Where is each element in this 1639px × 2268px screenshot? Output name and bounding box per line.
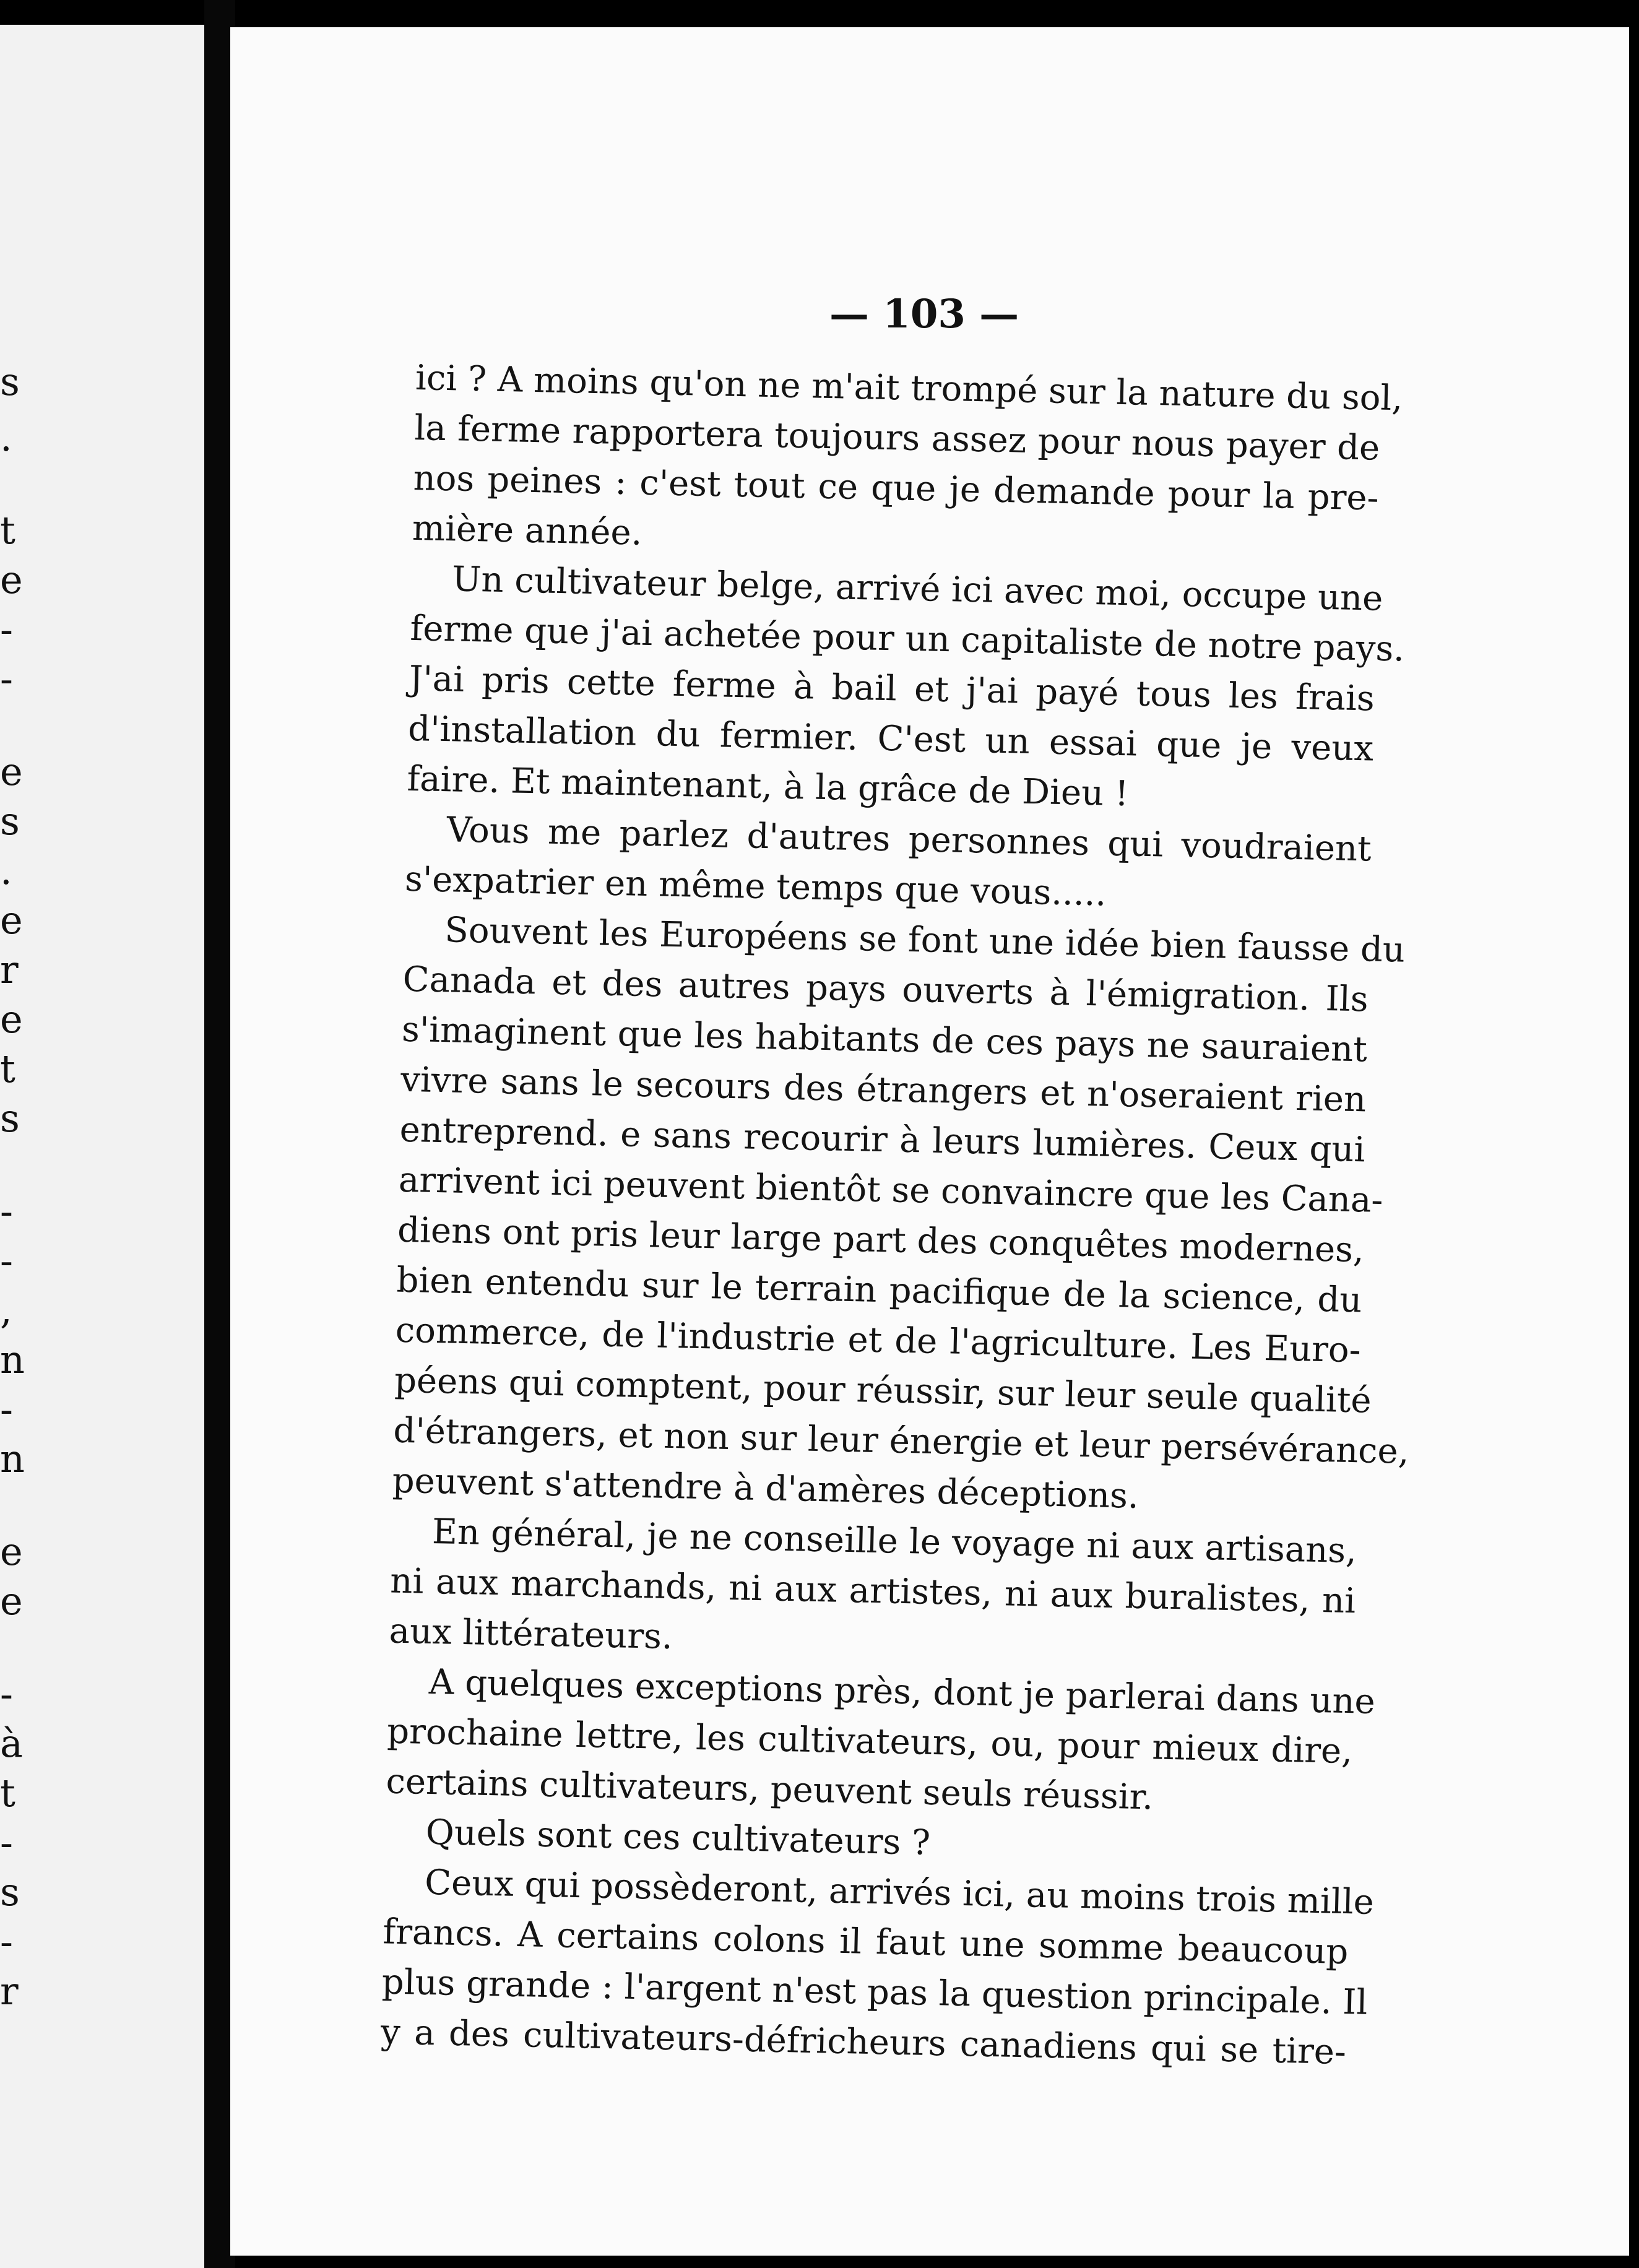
paragraph (380, 1856, 1375, 2077)
margin-char: - (0, 1188, 13, 1234)
margin-char: - (0, 1387, 13, 1432)
margin-char: e (0, 898, 23, 943)
margin-char: - (0, 1671, 13, 1716)
margin-char: . (0, 415, 12, 460)
margin-char: r (0, 1968, 19, 2014)
margin-char: n (0, 1436, 25, 1481)
text-line: J'ai pris cette ferme à bail et j'ai payé tous les frais (409, 658, 1375, 719)
text-line: d'étrangers, et non sur leur énergie et leur persévérance, (392, 1410, 1410, 1472)
margin-char: - (0, 656, 13, 701)
margin-char: - (0, 1820, 13, 1865)
text-line: la ferme rapportera toujours assez pour nous payer de (413, 407, 1380, 469)
text-line: ici ? A moins qu'on ne m'ait trompé sur la nature du sol, (415, 357, 1403, 419)
text-line: arrivent ici peuvent bientôt se convaincre que les Cana- (398, 1159, 1383, 1221)
body-text (380, 353, 1410, 2077)
paragraph (385, 1656, 1376, 1827)
margin-char: s (0, 1096, 20, 1141)
margin-char: e (0, 1578, 23, 1624)
margin-char: e (0, 997, 23, 1042)
margin-char: t (0, 1046, 15, 1091)
text-line: certains cultivateurs, peuvent seuls réussir. (385, 1761, 1154, 1818)
text-line: ni aux marchands, ni aux artistes, ni aux buralistes, ni (389, 1560, 1356, 1622)
text-line: commerce, de l'industrie et de l'agriculture. Les Euro- (395, 1310, 1362, 1371)
text-line: s'imaginent que les habitants de ces pays ne sauraient (401, 1009, 1368, 1070)
paragraph (404, 804, 1372, 925)
text-line: mière année. (412, 508, 643, 553)
text-line: Ceux qui possèderont, arrivés ici, au moins trois mille (424, 1862, 1375, 1923)
text-line: bien entendu sur le terrain pacifique de la science, du (396, 1260, 1362, 1321)
paragraph (392, 904, 1410, 1526)
margin-char: - (0, 1919, 13, 1964)
margin-char: s (0, 799, 20, 844)
text-line: s'expatrier en même temps que vous..... (404, 859, 1107, 914)
text-line: nos peines : c'est tout ce que je demande pour la pre- (413, 457, 1380, 519)
text-line: aux littérateurs. (389, 1611, 673, 1658)
text-line: ferme que j'ai achetée pour un capitaliste de notre pays. (409, 608, 1405, 670)
left-page-edge (0, 25, 204, 2268)
margin-char: e (0, 557, 23, 602)
margin-char: t (0, 1770, 15, 1816)
paragraph (406, 553, 1405, 825)
margin-char: t (0, 508, 15, 553)
margin-char: . (0, 848, 12, 893)
text-line: entreprend. e sans recourir à leurs lumières. Ceux qui (399, 1109, 1366, 1171)
margin-char: , (0, 1288, 12, 1333)
text-line: peuvent s'attendre à d'amères déceptions. (392, 1460, 1140, 1517)
margin-char: n (0, 1337, 25, 1382)
text-line: Canada et des autres pays ouverts à l'émigration. Ils (402, 959, 1369, 1020)
text-line: En général, je ne conseille le voyage ni aux artisans, (431, 1511, 1357, 1572)
text-line: diens ont pris leur large part des conquêtes modernes, (397, 1210, 1365, 1271)
page-number: — 103 — (829, 291, 1019, 337)
margin-char: s (0, 1869, 20, 1915)
text-line: y a des cultivateurs-défricheurs canadiens qui se tire- (380, 2012, 1347, 2073)
margin-char: à (0, 1721, 23, 1766)
text-line: Un cultivateur belge, arrivé ici avec moi, occupe une (451, 559, 1383, 619)
left-page-margin-text (0, 25, 25, 2268)
text-line: plus grande : l'argent n'est pas la question principale. Il (381, 1962, 1369, 2023)
text-line: Souvent les Européens se font une idée bien fausse du (444, 910, 1406, 971)
paragraph (412, 353, 1403, 574)
text-line: faire. Et maintenant, à la grâce de Dieu ! (406, 758, 1130, 815)
margin-char: e (0, 1529, 23, 1574)
text-line: vivre sans le secours des étrangers et n'oseraient rien (400, 1059, 1367, 1120)
text-line: prochaine lettre, les cultivateurs, ou, pour mieux dire, (386, 1711, 1353, 1772)
text-line: d'installation du fermier. C'est un essai que je veux (407, 708, 1374, 769)
margin-char: r (0, 947, 19, 992)
text-line: francs. A certains colons il faut une somme beaucoup (382, 1911, 1349, 1973)
margin-char: - (0, 607, 13, 652)
paragraph (389, 1506, 1357, 1677)
text-line: péens qui comptent, pour réussir, sur leur seule qualité (394, 1360, 1372, 1421)
margin-char: e (0, 749, 23, 794)
text-line: Quels sont ces cultivateurs ? (425, 1812, 931, 1863)
margin-char: s (0, 359, 20, 404)
margin-char: - (0, 1238, 13, 1283)
text-line: A quelques exceptions près, dont je parlerai dans une (428, 1661, 1376, 1722)
text-line: Vous me parlez d'autres personnes qui voudraient (446, 810, 1372, 870)
